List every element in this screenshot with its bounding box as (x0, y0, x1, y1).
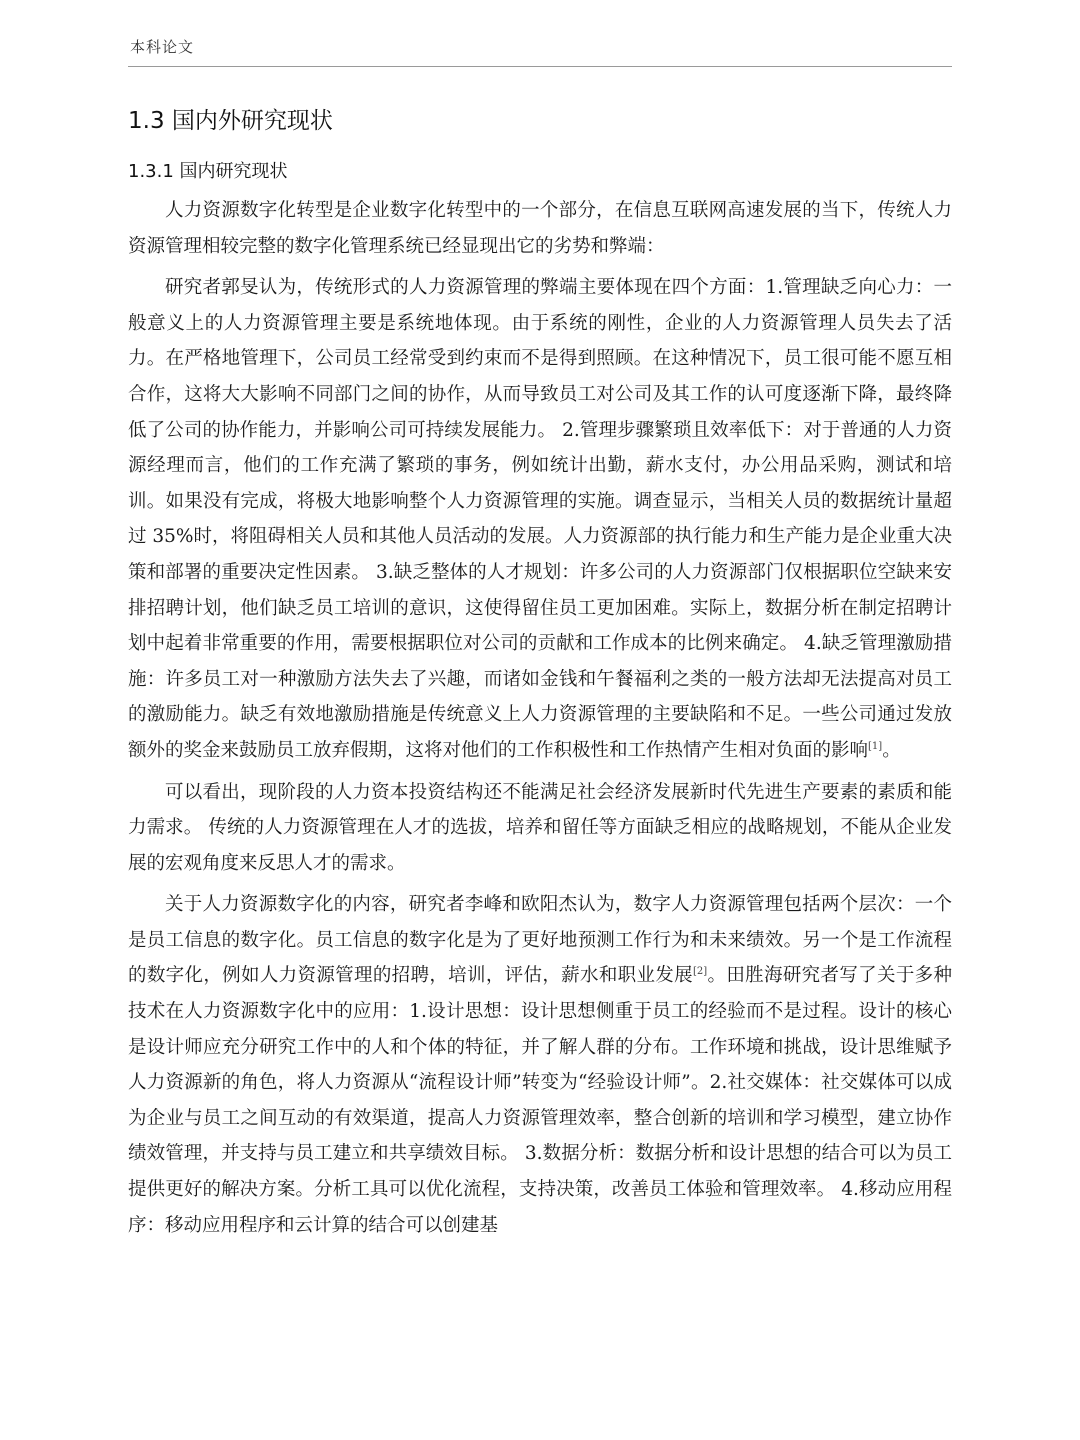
paragraph-text: 人力资源数字化转型是企业数字化转型中的一个部分，在信息互联网高速发展的当下，传统人力资源管理相较完整的数字化管理系统已经显现出它的劣势和弊端： (128, 200, 952, 257)
paragraph-digitalization (128, 887, 952, 1243)
section-title: 1.3 国内外研究现状 (128, 108, 333, 134)
header-rule (128, 66, 952, 67)
subsection-title: 1.3.1 国内研究现状 (128, 161, 288, 182)
citation-marker: [2] (692, 966, 708, 978)
paragraph-text: 关于人力资源数字化的内容，研究者李峰和欧阳杰认为，数字人力资源管理包括两个层次：一个是员工信息的数字化。员工信息的数字化是为了更好地预测工作行为和未来绩效。另一个是工作流程的数字化，例如人力资源管理的招聘，培训，评估，薪水和职业发展 (128, 894, 952, 987)
paragraph-text: 可以看出，现阶段的人力资本投资结构还不能满足社会经济发展新时代先进生产要素的素质和能力需求。 传统的人力资源管理在人才的选拔，培养和留任等方面缺乏相应的战略规划，不能从企业发展的宏观角度来反思人才的需求。 (128, 781, 952, 874)
paragraph-tail: 。田胜海研究者写了关于多种技术在人力资源数字化中的应用：1.设计思想：设计思想侧重于员工的经验而不是过程。设计的核心是设计师应充分研究工作中的人和个体的特征，并了解人群的分布。工作环境和挑战，设计思维赋予人力资源新的角色，将人力资源从“流程设计师”转变为“经验设计师”。2.社交媒体：社交媒体可以成为企业与员工之间互动的有效渠道，提高人力资源管理效率，整合创新的培训和学习模型，建立协作绩效管理，并支持与员工建立和共享绩效目标。 3.数据分析：数据分析和设计思想的结合可以为员工提供更好的解决方案。分析工具可以优化流程，支持决策，改善员工体验和管理效率。 4.移动应用程序：移动应用程序和云计算的结合可以创建基 (128, 965, 952, 1236)
paragraph-tail: 。 (882, 739, 901, 761)
paragraph-conclusion (128, 775, 952, 882)
page-body (128, 96, 952, 1249)
citation-marker: [1] (868, 740, 883, 752)
paragraph-intro (128, 193, 952, 264)
running-header: 本科论文 (130, 38, 195, 56)
paragraph-guo-min (128, 270, 952, 768)
paragraph-text: 研究者郭旻认为，传统形式的人力资源管理的弊端主要体现在四个方面：1.管理缺乏向心力：一般意义上的人力资源管理主要是系统地体现。由于系统的刚性，企业的人力资源管理人员失去了活力。在严格地管理下，公司员工经常受到约束而不是得到照顾。在这种情况下，员工很可能不愿互相合作，这将大大影响不同部门之间的协作，从而导致员工对公司及其工作的认可度逐渐下降，最终降低了公司的协作能力，并影响公司可持续发展能力。 2.管理步骤繁琐且效率低下：对于普通的人力资源经理而言，他们的工作充满了繁琐的事务，例如统计出勤，薪水支付，办公用品采购，测试和培训。如果没有完成，将极大地影响整个人力资源管理的实施。调查显示，当相关人员的数据统计量超过 35%时，将阻碍相关人员和其他人员活动的发展。人力资源部的执行能力和生产能力是企业重大决策和部署的重要决定性因素。 3.缺乏整体的人才规划：许多公司的人力资源部门仅根据职位空缺来安排招聘计划，他们缺乏员工培训的意识，这使得留住员工更加困难。实际上，数据分析在制定招聘计划中起着非常重要的作用，需要根据职位对公司的贡献和工作成本的比例来确定。 4.缺乏管理激励措施：许多员工对一种激励方法失去了兴趣，而诸如金钱和午餐福利之类的一般方法却无法提高对员工的激励能力。缺乏有效地激励措施是传统意义上人力资源管理的主要缺陷和不足。一些公司通过发放额外的奖金来鼓励员工放弃假期，这将对他们的工作积极性和工作热情产生相对负面的影响 (128, 277, 953, 761)
